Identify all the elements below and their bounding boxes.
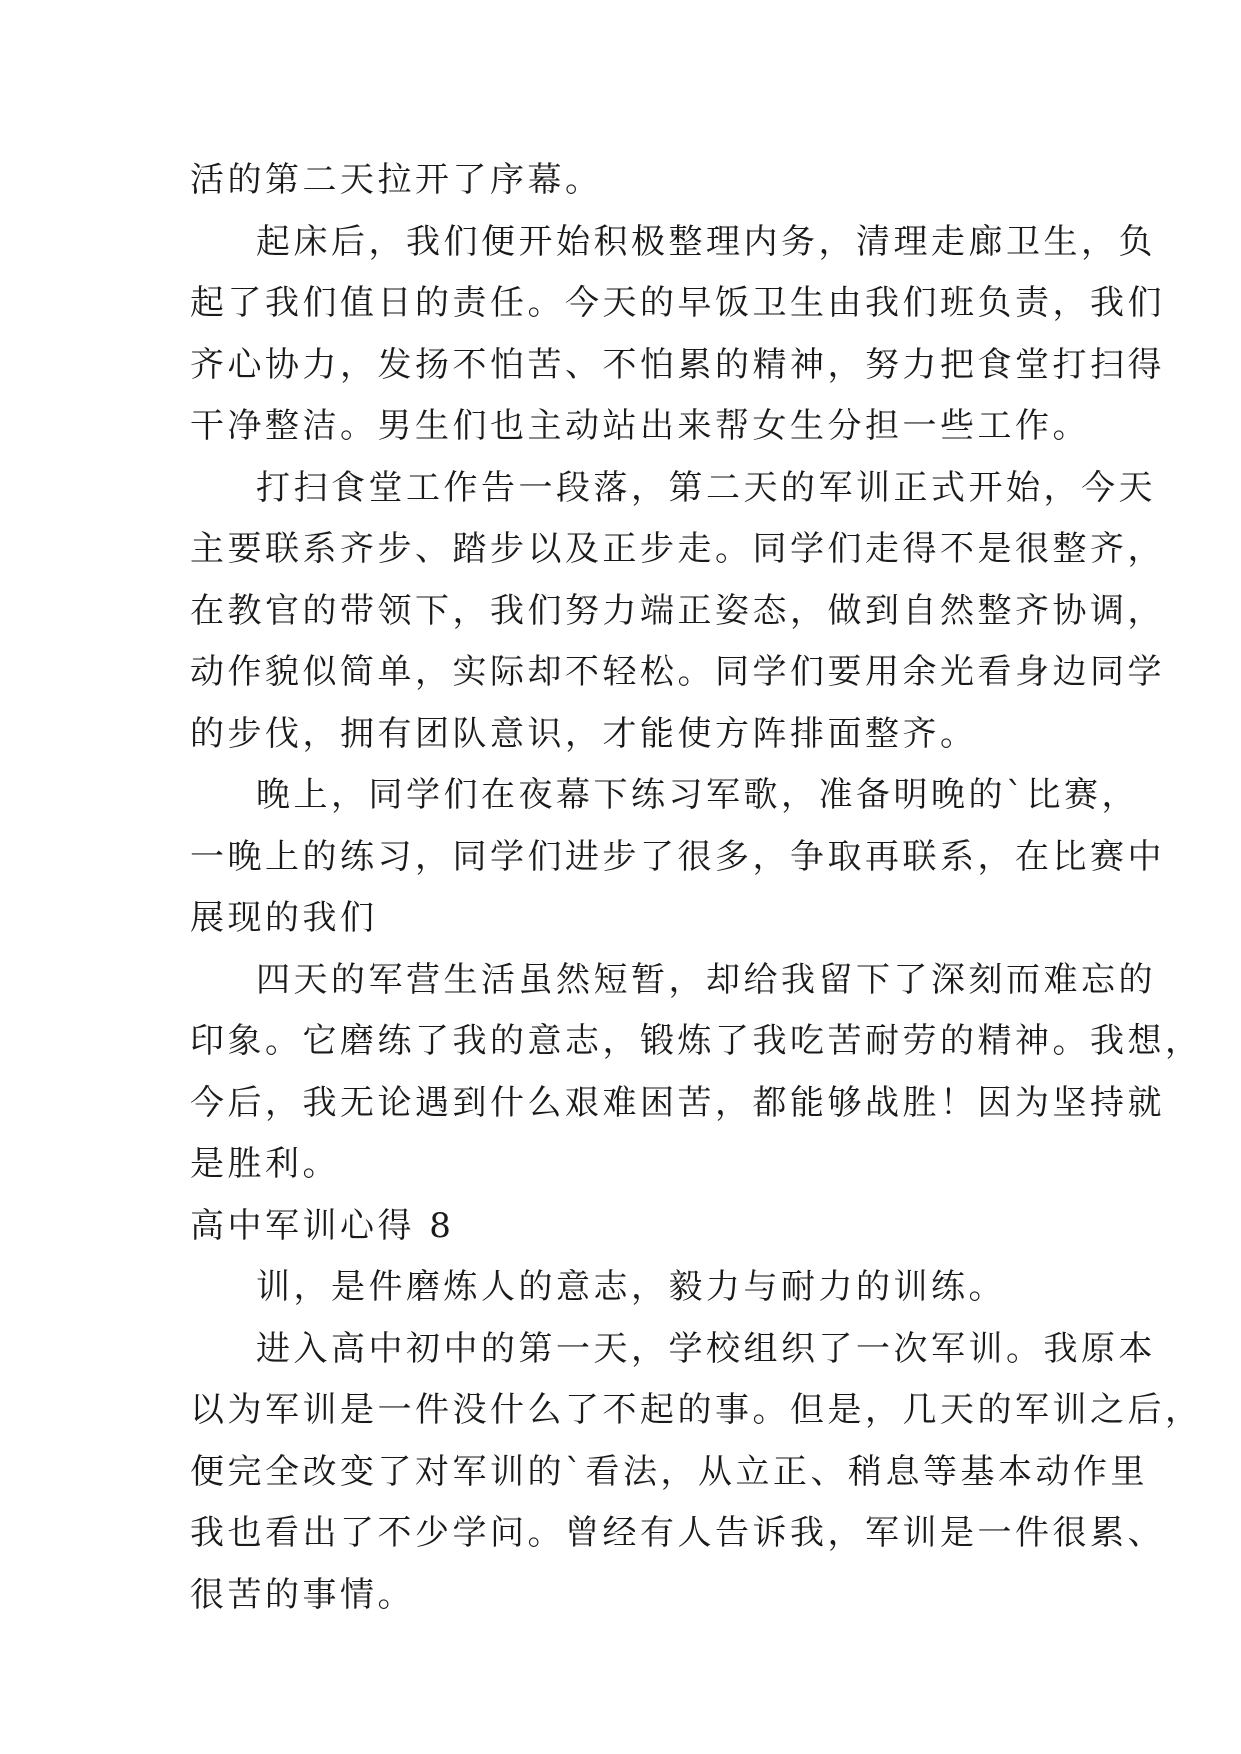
paragraph xyxy=(190,950,1203,1196)
text-line: 晚上，同学们在夜幕下练习军歌，准备明晚的`比赛， xyxy=(256,775,1139,815)
text-line: 齐心协力，发扬不怕苦、不怕累的精神，努力把食堂打扫得 xyxy=(190,344,1165,385)
paragraph xyxy=(190,765,1165,950)
text-line: 活的第二天拉开了序幕。 xyxy=(190,160,603,200)
text-line: 很苦的事情。 xyxy=(190,1574,415,1615)
text-line: 主要联系齐步、踏步以及正步走。同学们走得不是很整齐， xyxy=(190,529,1165,569)
text-line: 在教官的带领下，我们努力端正姿态，做到自然整齐协调， xyxy=(190,590,1165,631)
section-heading: 高中军训心得 8 xyxy=(190,1205,455,1246)
paragraph xyxy=(190,458,1165,766)
text-line: 的步伐，拥有团队意识，才能使方阵排面整齐。 xyxy=(190,713,978,754)
paragraph xyxy=(190,1257,1070,1319)
text-line: 便完全改变了对军训的`看法，从立正、稍息等基本动作里 xyxy=(190,1451,1148,1492)
paragraph xyxy=(190,150,1070,212)
paragraph xyxy=(190,1319,1203,1627)
text-line: 以为军训是一件没什么了不起的事。但是，几天的军训之后， xyxy=(190,1390,1203,1430)
text-line: 印象。它磨练了我的意志，锻炼了我吃苦耐劳的精神。我想， xyxy=(190,1021,1203,1061)
text-line: 打扫食堂工作告一段落，第二天的军训正式开始，今天 xyxy=(256,467,1156,508)
text-line: 我也看出了不少学问。曾经有人告诉我，军训是一件很累、 xyxy=(190,1513,1165,1553)
text-line: 进入高中初中的第一天，学校组织了一次军训。我原本 xyxy=(256,1328,1156,1369)
text-line: 一晚上的练习，同学们进步了很多，争取再联系，在比赛中 xyxy=(190,836,1165,877)
text-line: 展现的我们 xyxy=(190,898,378,938)
text-line: 是胜利。 xyxy=(190,1144,340,1184)
text-line: 干净整洁。男生们也主动站出来帮女生分担一些工作。 xyxy=(190,406,1090,446)
paragraph xyxy=(190,212,1165,458)
text-line: 训，是件磨炼人的意志，毅力与耐力的训练。 xyxy=(256,1267,1006,1307)
text-line: 动作貌似简单，实际却不轻松。同学们要用余光看身边同学 xyxy=(190,652,1165,692)
text-line: 四天的军营生活虽然短暂，却给我留下了深刻而难忘的 xyxy=(256,959,1156,1000)
text-line: 起床后，我们便开始积极整理内务，清理走廊卫生，负 xyxy=(256,221,1156,262)
text-line: 今后，我无论遇到什么艰难困苦，都能够战胜！因为坚持就 xyxy=(190,1082,1165,1123)
text-line: 起了我们值日的责任。今天的早饭卫生由我们班负责，我们 xyxy=(190,283,1165,323)
document-body xyxy=(190,150,1203,1626)
